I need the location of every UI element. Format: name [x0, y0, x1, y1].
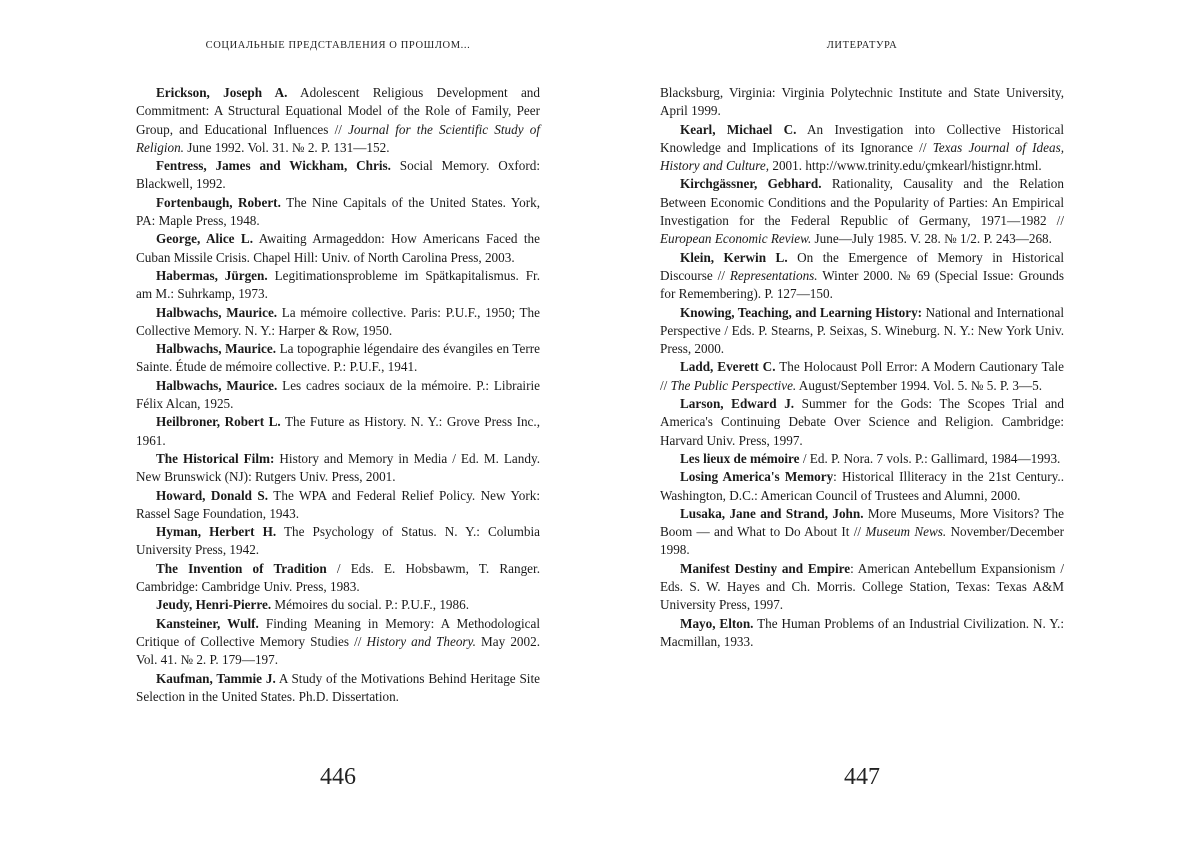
entry-text: Summer for the Gods: The Scopes Trial and America's Continuing Debate Over Science and Religion. Cambridge: Harvard Univ. Press, 1997. [660, 396, 1064, 448]
entry-author: Losing America's Memory [680, 469, 834, 485]
entry-author: The Invention of Tradition [156, 560, 327, 576]
entry-text: Rationality, Causality and the Relation Between Economic Conditions and the Popularity of Parties: An Empirical Investigation for the Federal Republic of Germany, 1971—1982 // [660, 176, 1064, 229]
entry-source-title: History and Theory. [366, 633, 476, 649]
running-head: СОЦИАЛЬНЫЕ ПРЕДСТАВЛЕНИЯ О ПРОШЛОМ... [205, 40, 471, 51]
entry-details: August/September 1994. Vol. 5. № 5. P. 3—5. [796, 377, 1043, 393]
page-number: 446 [320, 764, 356, 790]
entry-text: The Psychology of Status. N. Y.: Columbia University Press, 1942. [136, 524, 541, 558]
entry-details: May 2002. Vol. 41. № 2. P. 179—197. [136, 633, 540, 668]
bibliography-entry [660, 395, 1064, 450]
bibliography-entry [660, 468, 1064, 505]
entry-text: The Human Problems of an Industrial Civilization. N. Y.: Macmillan, 1933. [660, 615, 1064, 649]
entry-author: Larson, Edward J. [680, 396, 795, 412]
bibliography-entry [136, 304, 540, 341]
bibliography-entry [136, 560, 540, 597]
entry-text: On the Emergence of Memory in Historical Discourse // [660, 249, 1064, 283]
running-head: ЛИТЕРАТУРА [826, 40, 898, 51]
left-page [136, 0, 540, 848]
entry-source-title: The Public Perspective. [670, 377, 797, 393]
entry-text: : Historical Illiteracy in the 21st Century.. Washington, D.C.: American Council of Trustees and Alumni, 2000. [660, 469, 1064, 503]
entry-source-title: Museum News. [865, 524, 947, 540]
entry-author: Hyman, Herbert H. [156, 524, 277, 540]
entry-source-title: Journal for the Scientific Study of Religion. [136, 121, 540, 155]
bibliography-entry [136, 487, 540, 524]
entry-author: Heilbroner, Robert L. [156, 414, 281, 430]
bibliography-entry [136, 596, 540, 614]
bibliography-entry [136, 267, 540, 304]
entry-text: Adolescent Religious Development and Commitment: A Structural Equational Model of the Role of Family, Peer Group, and Educational Influences // [136, 85, 540, 137]
entry-author: Halbwachs, Maurice. [156, 304, 278, 320]
entry-text: La topographie légendaire des évangiles en Terre Sainte. Étude de mémoire collective. P.: P.U.F., 1941. [136, 341, 540, 375]
page-number: 447 [844, 764, 880, 790]
bibliography-entry [136, 670, 540, 707]
entry-author: Klein, Kerwin L. [680, 249, 788, 265]
entry-author: Knowing, Teaching, and Learning History: [680, 304, 923, 320]
entry-source-title: European Economic Review. [660, 231, 812, 247]
entry-author: Lusaka, Jane and Strand, John. [680, 505, 864, 521]
entry-text: The WPA and Federal Relief Policy. New York: Rassel Sage Foundation, 1943. [136, 487, 540, 521]
bibliography-entry [660, 560, 1064, 615]
bibliography-list [660, 84, 1064, 651]
bibliography-entry [660, 121, 1064, 176]
bibliography-entry [660, 84, 1064, 121]
bibliography-entry [136, 523, 540, 560]
entry-author: Erickson, Joseph A. [156, 85, 288, 100]
bibliography-entry [660, 304, 1064, 359]
entry-text: History and Memory in Media / Ed. M. Landy. New Brunswick (NJ): Rutgers Univ. Press, 2001. [136, 450, 540, 485]
bibliography-entry [136, 230, 540, 267]
entry-author: Habermas, Jürgen. [156, 267, 268, 283]
entry-source-title: Texas Journal of Ideas, History and Culture, [660, 139, 1064, 174]
entry-text: The Nine Capitals of the United States. York, PA: Maple Press, 1948. [136, 194, 540, 229]
bibliography-entry [136, 413, 540, 450]
bibliography-entry [136, 340, 540, 377]
entry-author: Jeudy, Henri-Pierre. [156, 597, 272, 613]
bibliography-list [136, 84, 540, 706]
entry-text: National and International Perspective / Eds. P. Stearns, P. Seixas, S. Wineburg. N. Y.: New York Univ. Press, 2000. [660, 304, 1064, 357]
bibliography-entry [136, 615, 540, 670]
entry-author: Fortenbaugh, Robert. [156, 194, 281, 210]
entry-author: George, Alice L. [156, 231, 254, 247]
bibliography-entry [136, 157, 540, 194]
entry-details: June—July 1985. V. 28. № 1/2. P. 243—268. [811, 231, 1052, 247]
entry-text: More Museums, More Visitors? The Boom — and What to Do About It // [660, 505, 1064, 540]
entry-author: Howard, Donald S. [156, 487, 269, 503]
entry-source-title: Representations. [729, 267, 818, 283]
bibliography-entry [660, 505, 1064, 560]
entry-text: : American Antebellum Expansionism / Eds. S. W. Hayes and Ch. Morris. College Station, Texas: Texas A&M University Press, 1997. [660, 560, 1064, 613]
entry-author: Kansteiner, Wulf. [156, 615, 259, 631]
entry-text: The Holocaust Poll Error: A Modern Cautionary Tale // [660, 359, 1065, 393]
entry-author: Kaufman, Tammie J. [156, 670, 276, 686]
entry-text: An Investigation into Collective Historical Knowledge and Implications of its Ignorance // [660, 121, 1064, 155]
entry-author: Kirchgässner, Gebhard. [680, 176, 822, 192]
entry-text: Les cadres sociaux de la mémoire. P.: Librairie Félix Alcan, 1925. [136, 377, 540, 412]
bibliography-entry [136, 450, 540, 487]
entry-text: La mémoire collective. Paris: P.U.F., 1950; The Collective Memory. N. Y.: Harper & Row, 1950. [136, 304, 540, 338]
bibliography-entry [136, 84, 540, 157]
entry-text: Blacksburg, Virginia: Virginia Polytechnic Institute and State University, April 1999. [660, 85, 1064, 119]
entry-details: June 1992. Vol. 31. № 2. P. 131—152. [183, 139, 390, 155]
entry-author: The Historical Film: [156, 450, 275, 466]
entry-details: Winter 2000. № 69 (Special Issue: Grounds for Remembering). P. 127—150. [660, 267, 1064, 302]
entry-author: Kearl, Michael C. [680, 121, 797, 137]
entry-text: Legitimationsprobleme im Spätkapitalismus. Fr. am M.: Suhrkamp, 1973. [136, 267, 540, 302]
entry-author: Halbwachs, Maurice. [156, 341, 277, 357]
entry-details: November/December 1998. [660, 524, 1064, 558]
entry-text: / Eds. E. Hobsbawm, T. Ranger. Cambridge: Cambridge Univ. Press, 1983. [136, 560, 540, 595]
bibliography-entry [660, 358, 1064, 395]
entry-text: The Future as History. N. Y.: Grove Press Inc., 1961. [136, 414, 540, 448]
entry-text: Social Memory. Oxford: Blackwell, 1992. [136, 158, 540, 192]
bibliography-entry [660, 450, 1064, 468]
entry-text: / Ed. P. Nora. 7 vols. P.: Gallimard, 1984—1993. [799, 450, 1061, 466]
entry-author: Manifest Destiny and Empire [680, 560, 851, 576]
bibliography-entry [660, 249, 1064, 304]
entry-author: Mayo, Elton. [680, 615, 754, 631]
entry-author: Fentress, James and Wickham, Chris. [156, 158, 391, 174]
entry-author: Ladd, Everett C. [680, 359, 776, 375]
entry-details: 2001. http://www.trinity.edu/çmkearl/histignr.html. [769, 158, 1042, 174]
bibliography-entry [136, 194, 540, 231]
entry-author: Les lieux de mémoire [680, 450, 800, 466]
bibliography-entry [660, 175, 1064, 248]
entry-text: Finding Meaning in Memory: A Methodological Critique of Collective Memory Studies // [136, 615, 540, 649]
right-page [660, 0, 1064, 848]
entry-text: A Study of the Motivations Behind Heritage Site Selection in the United States. Ph.D. Dissertation. [136, 670, 540, 704]
bibliography-entry [660, 615, 1064, 652]
entry-text: Mémoires du social. P.: P.U.F., 1986. [271, 597, 469, 613]
bibliography-entry [136, 377, 540, 414]
entry-text: Awaiting Armageddon: How Americans Faced the Cuban Missile Crisis. Chapel Hill: Univ. of North Carolina Press, 2003. [136, 231, 540, 265]
entry-author: Halbwachs, Maurice. [156, 377, 278, 393]
